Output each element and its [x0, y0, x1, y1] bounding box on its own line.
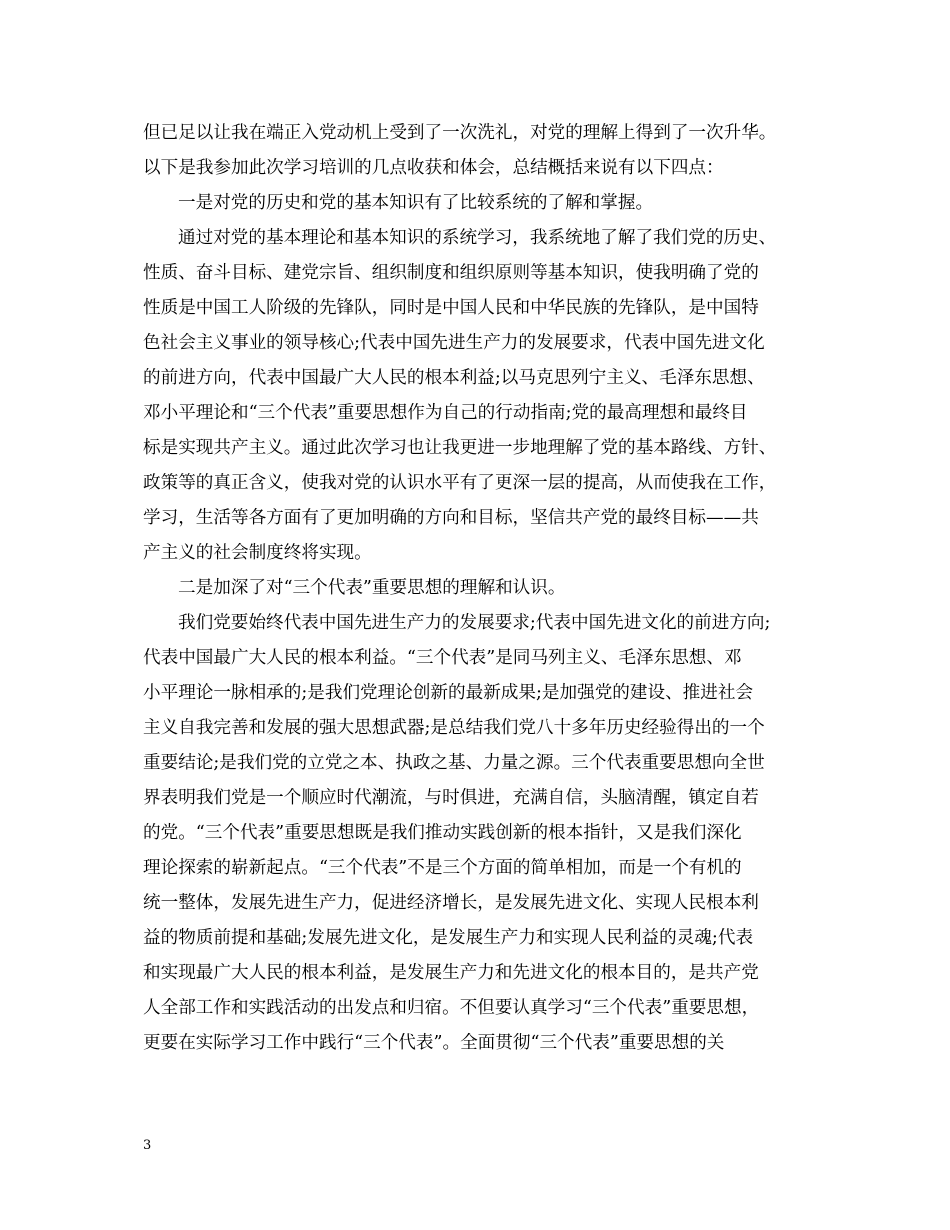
text-line: 统一整体，发展先进生产力，促进经济增长，是发展先进文化、实现人民根本利 [143, 893, 759, 913]
text-line: 小平理论一脉相承的;是我们党理论创新的最新成果;是加强党的建设、推进社会 [143, 683, 754, 703]
text-line: 性质、奋斗目标、建党宗旨、组织制度和组织原则等基本知识，使我明确了党的 [143, 263, 759, 283]
page-number: 3 [143, 1138, 152, 1153]
text-line: 二是加深了对“三个代表”重要思想的理解和认识。 [178, 578, 566, 598]
text-line: 和实现最广大人民的根本利益，是发展生产力和先进文化的根本目的，是共产党 [143, 963, 759, 983]
text-line: 通过对党的基本理论和基本知识的系统学习，我系统地了解了我们党的历史、 [178, 228, 777, 248]
text-line: 产主义的社会制度终将实现。 [143, 543, 372, 563]
document-body [143, 116, 815, 1061]
text-line: 一是对党的历史和党的基本知识有了比较系统的了解和掌握。 [178, 193, 654, 213]
text-line: 的党。“三个代表”重要思想既是我们推动实践创新的根本指针，又是我们深化 [143, 823, 742, 843]
text-line: 更要在实际学习工作中践行“三个代表”。全面贯彻“三个代表”重要思想的关 [143, 1033, 725, 1053]
text-line: 学习，生活等各方面有了更加明确的方向和目标，坚信共产党的最终目标——共 [143, 508, 759, 528]
text-line: 的前进方向，代表中国最广大人民的根本利益;以马克思列宁主义、毛泽东思想、 [143, 368, 765, 388]
text-line: 性质是中国工人阶级的先锋队，同时是中国人民和中华民族的先锋队，是中国特 [143, 298, 759, 318]
text-line: 主义自我完善和发展的强大思想武器;是总结我们党八十多年历史经验得出的一个 [143, 718, 765, 738]
text-line: 重要结论;是我们党的立党之本、执政之基、力量之源。三个代表重要思想向全世 [143, 753, 765, 773]
text-line: 界表明我们党是一个顺应时代潮流，与时俱进，充满自信，头脑清醒，镇定自若 [143, 788, 759, 808]
text-line: 人全部工作和实践活动的出发点和归宿。不但要认真学习“三个代表”重要思想， [143, 998, 760, 1018]
text-line: 益的物质前提和基础;发展先进文化，是发展生产力和实现人民利益的灵魂;代表 [143, 928, 754, 948]
text-line: 邓小平理论和“三个代表”重要思想作为自己的行动指南;党的最高理想和最终目 [143, 403, 748, 423]
text-line: 但已足以让我在端正入党动机上受到了一次洗礼，对党的理解上得到了一次升华。 [143, 123, 777, 143]
text-line: 以下是我参加此次学习培训的几点收获和体会，总结概括来说有以下四点： [143, 158, 724, 178]
text-line: 我们党要始终代表中国先进生产力的发展要求;代表中国先进文化的前进方向; [178, 613, 771, 633]
text-line: 政策等的真正含义，使我对党的认识水平有了更深一层的提高，从而使我在工作， [143, 473, 777, 493]
text-line: 标是实现共产主义。通过此次学习也让我更进一步地理解了党的基本路线、方针、 [143, 438, 777, 458]
text-line: 代表中国最广大人民的根本利益。“三个代表”是同马列主义、毛泽东思想、邓 [143, 648, 742, 668]
text-line: 色社会主义事业的领导核心;代表中国先进生产力的发展要求，代表中国先进文化 [143, 333, 765, 353]
text-line: 理论探索的崭新起点。“三个代表”不是三个方面的简单相加，而是一个有机的 [143, 858, 742, 878]
